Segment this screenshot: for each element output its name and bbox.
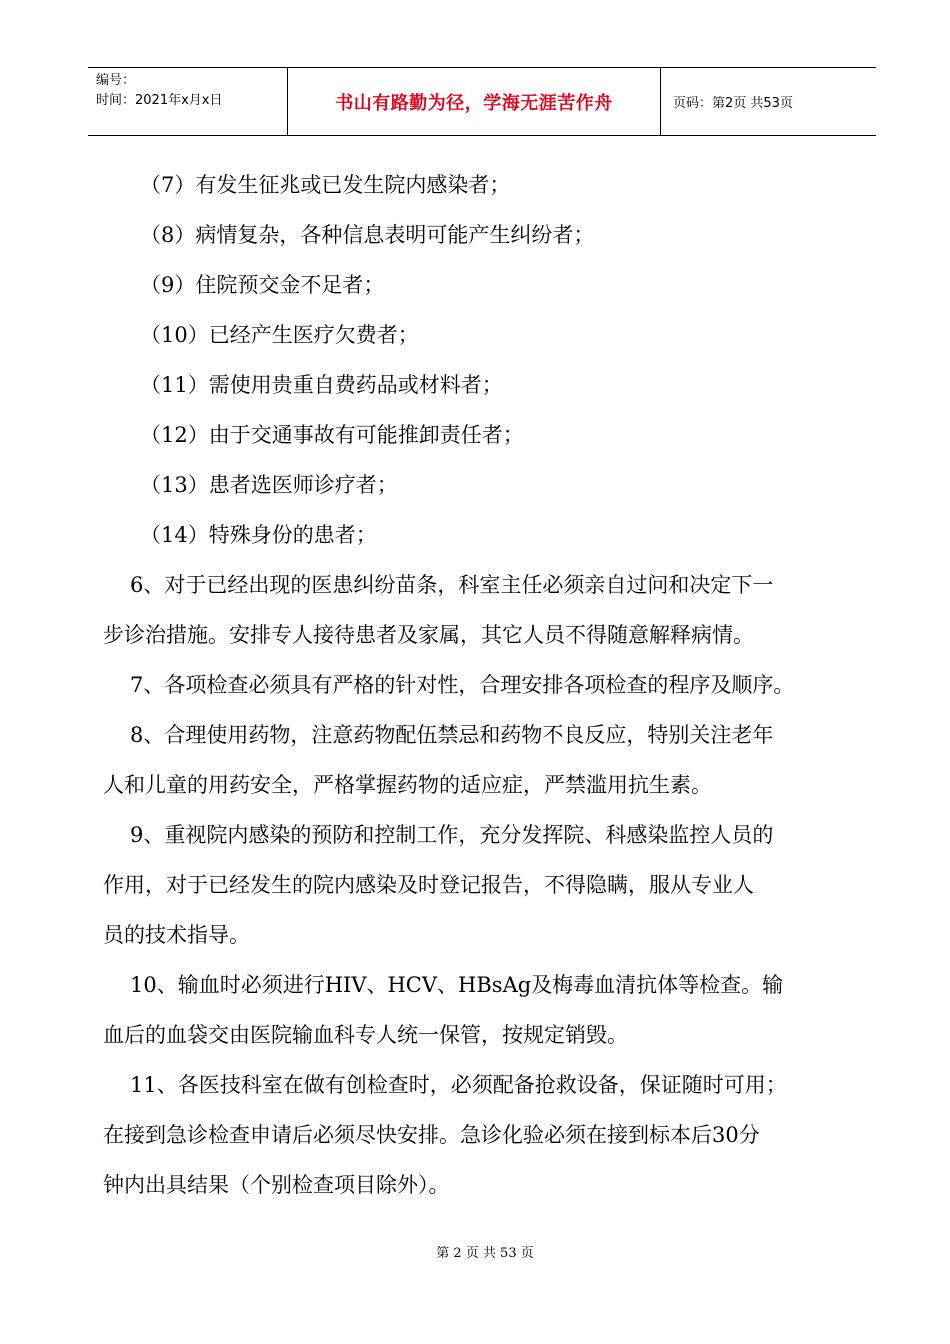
paragraph-line: 钟内出具结果（个别检查项目除外）。 <box>103 1173 450 1197</box>
paragraph-line: 6、对于已经出现的医患纠纷苗条，科室主任必须亲自过问和决定下一 <box>130 573 774 597</box>
paragraph-line: 步诊治措施。安排专人接待患者及家属，其它人员不得随意解释病情。 <box>103 623 754 647</box>
header-page-label: 页码：第2页 共53页 <box>673 96 793 111</box>
header-motto: 书山有路勤为径，学海无涯苦作舟 <box>288 68 661 135</box>
paragraph-line: 7、各项检查必须具有严格的针对性，合理安排各项检查的程序及顺序。 <box>130 673 795 697</box>
document-body <box>103 160 863 1210</box>
paragraph-line: 员的技术指导。 <box>103 923 250 947</box>
paragraph-line: 人和儿童的用药安全，严格掌握药物的适应症，严禁滥用抗生素。 <box>103 773 712 797</box>
number-label: 编号： <box>96 73 136 88</box>
list-item: （11）需使用贵重自费药品或材料者； <box>140 373 503 397</box>
list-item: （10）已经产生医疗欠费者； <box>140 323 419 347</box>
paragraph-line: 9、重视院内感染的预防和控制工作，充分发挥院、科感染监控人员的 <box>130 823 774 847</box>
paragraph-line: 血后的血袋交由医院输血科专人统一保管，按规定销毁。 <box>103 1023 628 1047</box>
time-label: 时间：2021年x月x日 <box>96 93 223 108</box>
paragraph-line: 10、输血时必须进行HIV、HCV、HBsAg及梅毒血清抗体等检查。输 <box>130 973 784 997</box>
paragraph-line: 8、合理使用药物，注意药物配伍禁忌和药物不良反应，特别关注老年 <box>130 723 774 747</box>
list-item: （9）住院预交金不足者； <box>140 273 385 297</box>
list-item: （14）特殊身份的患者； <box>140 523 377 547</box>
list-item: （8）病情复杂，各种信息表明可能产生纠纷者； <box>140 223 595 247</box>
paragraph-line: 作用，对于已经发生的院内感染及时登记报告，不得隐瞒，服从专业人 <box>103 873 754 897</box>
list-item: （13）患者选医师诊疗者； <box>140 473 398 497</box>
paragraph-line: 在接到急诊检查申请后必须尽快安排。急诊化验必须在接到标本后30分 <box>103 1123 760 1147</box>
page-footer: 第 2 页 共 53 页 <box>436 1246 534 1261</box>
list-item: （7）有发生征兆或已发生院内感染者； <box>140 173 511 197</box>
list-item: （12）由于交通事故有可能推卸责任者； <box>140 423 524 447</box>
paragraph-line: 11、各医技科室在做有创检查时，必须配备抢救设备，保证随时可用； <box>130 1073 787 1097</box>
page-header <box>88 67 876 136</box>
header-meta <box>88 68 288 135</box>
